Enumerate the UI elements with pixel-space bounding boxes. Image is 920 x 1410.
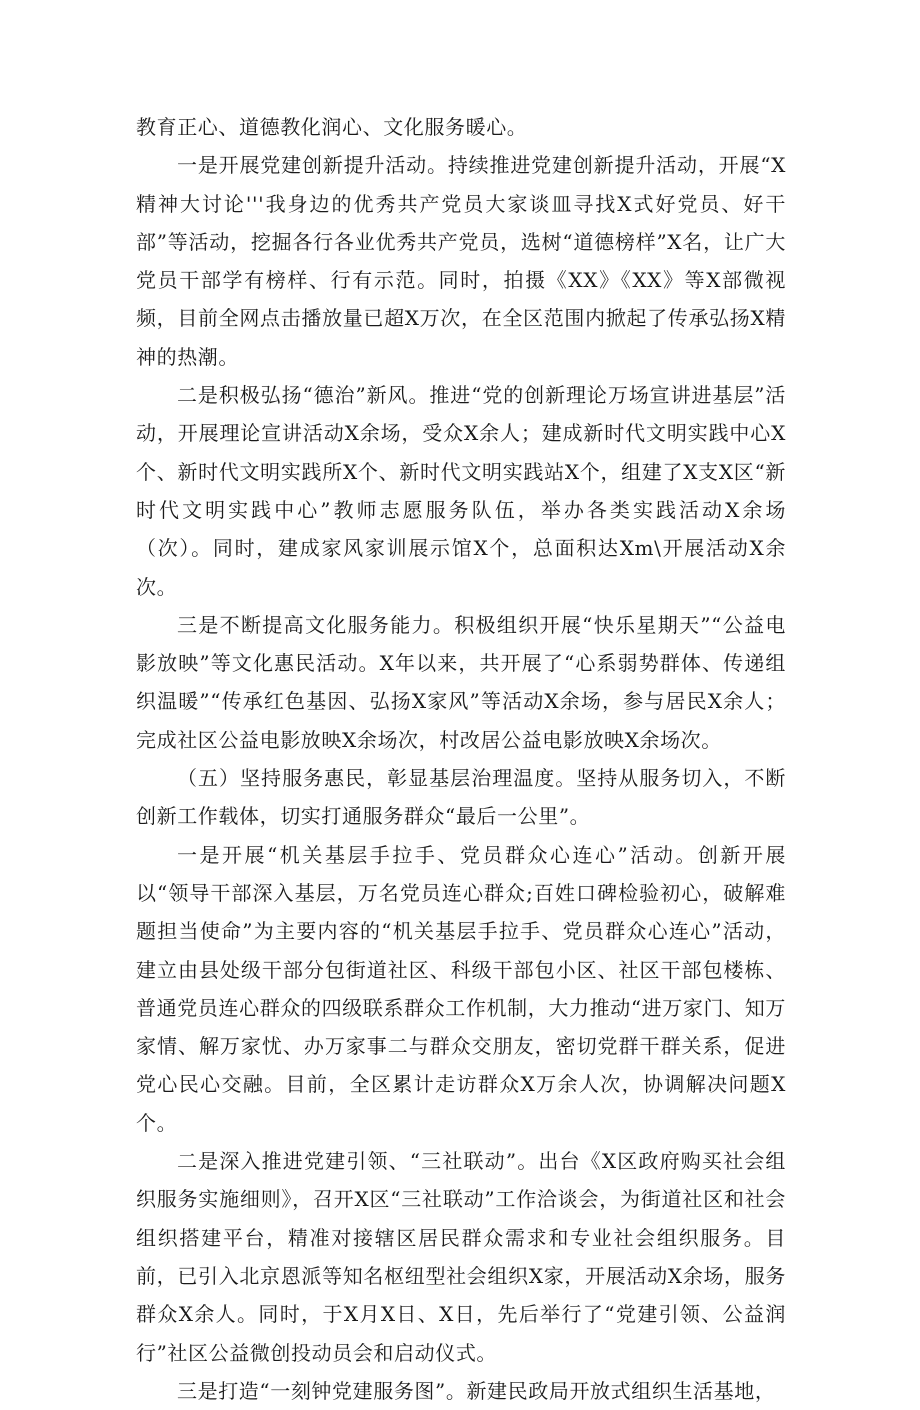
document-page bbox=[136, 108, 786, 1410]
paragraph-3: 二是积极弘扬“德治”新风。推进“党的创新理论万场宣讲进基层”活动，开展理论宣讲活动X余场，受众X余人；建成新时代文明实践中心X个、新时代文明实践所X个、新时代文明实践站X个，组建了X支X区“新时代文明实践中心”教师志愿服务队伍，举办各类实践活动X余场（次）。同时，建成家风家训展示馆X个，总面积达Xm\开展活动X余次。 bbox=[136, 383, 786, 599]
paragraph-4: 三是不断提高文化服务能力。积极组织开展“快乐星期天”“公益电影放映”等文化惠民活动。X年以来，共开展了“心系弱势群体、传递组织温暖”“传承红色基因、弘扬X家风”等活动X余场，参与居民X余人；完成社区公益电影放映X余场次，村改居公益电影放映X余场次。 bbox=[136, 612, 786, 752]
paragraph-1: 教育正心、道德教化润心、文化服务暖心。 bbox=[136, 115, 528, 139]
paragraph-8: 三是打造“一刻钟党建服务图”。新建民政局开放式组织生活基地， bbox=[177, 1378, 776, 1403]
paragraph-7: 二是深入推进党建引领、“三社联动”。出台《X区政府购买社会组织服务实施细则》，召开X区“三社联动”工作洽谈会，为街道社区和社会组织搭建平台，精准对接辖区居民群众需求和专业社会组织服务。目前，已引入北京恩派等知名枢纽型社会组织X家，开展活动X余场，服务群众X余人。同时，于X月X日、X日，先后举行了“党建引领、公益润行”社区公益微创投动员会和启动仪式。 bbox=[136, 1149, 786, 1365]
paragraph-6: 一是开展“机关基层手拉手、党员群众心连心”活动。创新开展以“领导干部深入基层，万名党员连心群众;百姓口碑检验初心，破解难题担当使命”为主要内容的“机关基层手拉手、党员群众心连心”活动，建立由县处级干部分包街道社区、科级干部包小区、社区干部包楼栋、普通党员连心群众的四级联系群众工作机制，大力推动“进万家门、知万家情、解万家忧、办万家事二与群众交朋友，密切党群干群关系，促进党心民心交融。目前，全区累计走访群众X万余人次，协调解决问题X个。 bbox=[136, 842, 786, 1135]
paragraph-2: 一是开展党建创新提升活动。持续推进党建创新提升活动，开展“X精神大讨论'''我身边的优秀共产党员大家谈皿寻找X式好党员、好干部”等活动，挖掘各行各业优秀共产党员，选树“道德榜样”X名，让广大党员干部学有榜样、行有示范。同时，拍摄《XX》《XX》等X部微视频，目前全网点击播放量已超X万次，在全区范围内掀起了传承弘扬X精神的热潮。 bbox=[136, 153, 786, 369]
paragraph-5: （五）坚持服务惠民，彰显基层治理温度。坚持从服务切入，不断创新工作载体，切实打通服务群众“最后一公里”。 bbox=[136, 766, 786, 829]
